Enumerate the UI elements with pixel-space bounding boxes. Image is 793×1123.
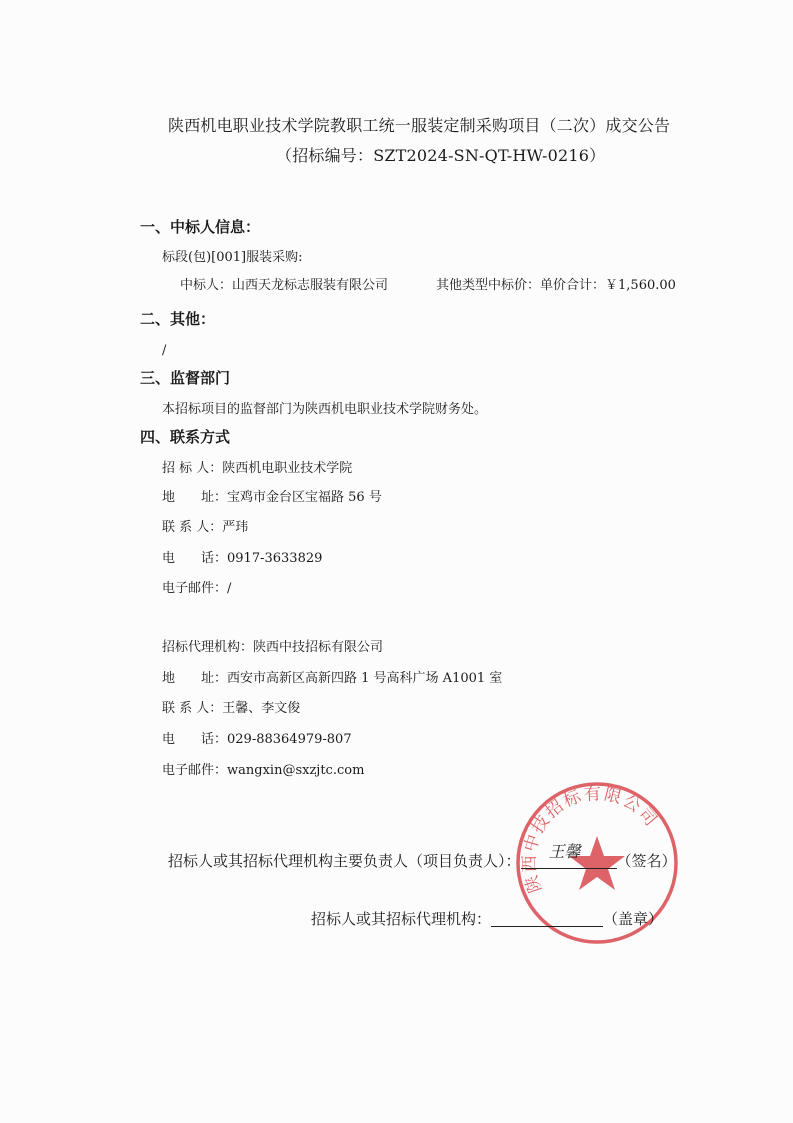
agency-email-label: 电子邮件： [162,763,228,778]
tenderer-email-label: 电子邮件： [162,581,228,596]
supervision-content: 本招标项目的监督部门为陕西机电职业技术学院财务处。 [162,402,488,417]
tenderer-email-row [162,582,231,595]
price-value: ￥1,560.00 [605,278,676,293]
tenderer-contact-label: 联 系 人： [162,520,223,535]
tenderer-phone: 0917-3633829 [227,551,323,566]
agency-address-row [162,672,502,685]
section-heading-other: 二、其他： [140,310,216,328]
tenderer-contact: 严玮 [222,520,249,535]
price-row [436,279,676,292]
seal-text: 陕西中技招标有限公司 [519,783,662,896]
tenderer-phone-row [162,552,322,565]
winner-name: 山西天龙标志服装有限公司 [232,278,389,293]
signature-principal-suffix: （签名） [616,852,677,870]
agency-address: 西安市高新区高新四路 1 号高科广场 A1001 室 [227,671,503,686]
tenderer-contact-row [162,521,248,534]
signature-line-principal [168,842,677,870]
tenderer-phone-label: 电 话： [162,551,228,566]
agency-address-label: 地 址： [162,671,228,686]
bid-number: （招标编号：SZT2024-SN-QT-HW-0216） [276,146,606,165]
signature-seal-suffix: （盖章） [603,910,664,928]
agency-contact: 王馨、李文俊 [222,701,301,716]
tenderer-address: 宝鸡市金台区宝福路 56 号 [227,490,382,505]
tenderer-name: 陕西机电职业技术学院 [222,461,353,476]
tenderer-address-label: 地 址： [162,490,228,505]
document-title: 陕西机电职业技术学院教职工统一服装定制采购项目（二次）成交公告 [168,116,671,135]
handwritten-signature: 王馨 [548,842,581,861]
agency-name-row [162,641,383,654]
agency-email: wangxin@sxzjtc.com [227,763,365,778]
winner-row [180,279,388,292]
signature-line-seal [311,910,663,927]
tenderer-address-row [162,491,382,504]
agency-contact-label: 联 系 人： [162,701,223,716]
winner-label: 中标人： [180,278,233,293]
agency-email-row [162,764,364,777]
agency-phone: 029-88364979-807 [227,732,352,747]
agency-phone-label: 电 话： [162,732,228,747]
tenderer-email: / [227,581,232,596]
price-label: 其他类型中标价：单价合计： [436,278,606,293]
lot-text: 标段(包)[001]服装采购: [162,250,303,265]
agency-name-label: 招标代理机构： [162,640,254,655]
agency-phone-row [162,733,352,746]
section-heading-winner: 一、中标人信息： [140,218,261,236]
signature-principal-label: 招标人或其招标代理机构主要负责人（项目负责人）： [168,852,521,870]
agency-name: 陕西中技招标有限公司 [253,640,384,655]
tenderer-name-row [162,462,352,475]
section-heading-supervision: 三、监督部门 [140,369,231,387]
other-content: / [162,343,167,358]
signature-seal-label: 招标人或其招标代理机构： [311,910,492,928]
agency-contact-row [162,702,300,715]
tenderer-name-label: 招 标 人： [162,461,223,476]
section-heading-contact: 四、联系方式 [140,428,231,446]
signature-principal-blank [521,842,617,869]
signature-seal-blank [491,910,603,927]
